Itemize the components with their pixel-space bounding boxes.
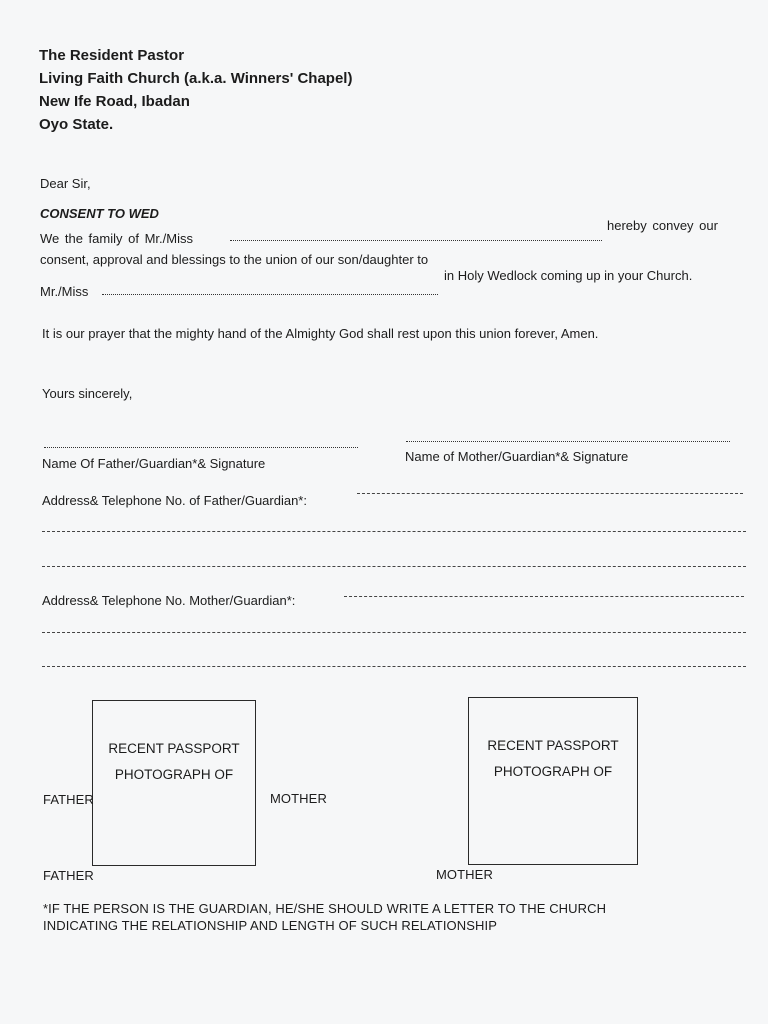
father-photo-label: FATHER: [43, 868, 94, 883]
partner-name-field[interactable]: [102, 294, 438, 295]
mother-signature-field[interactable]: [406, 441, 730, 442]
father-address-line-2[interactable]: [42, 531, 746, 532]
mother-address-line-1[interactable]: [344, 596, 744, 597]
family-suffix: hereby convey our: [607, 218, 718, 233]
family-name-field[interactable]: [230, 240, 602, 241]
father-signature-label: Name Of Father/Guardian*& Signature: [42, 456, 266, 471]
footnote-line-2: INDICATING THE RELATIONSHIP AND LENGTH OF SUCH RELATIONSHIP: [43, 918, 497, 933]
partner-suffix: in Holy Wedlock coming up in your Church.: [444, 268, 693, 283]
prayer: It is our prayer that the mighty hand of the Almighty God shall rest upon this union forever, Amen.: [42, 326, 599, 341]
mother-signature-label: Name of Mother/Guardian*& Signature: [405, 449, 629, 464]
father-address-line-1[interactable]: [357, 493, 743, 494]
father-address-label: Address& Telephone No. of Father/Guardian*:: [42, 493, 307, 508]
recipient-line-2: Living Faith Church (a.k.a. Winners' Chapel): [39, 70, 353, 87]
mother-photo-caption-2: PHOTOGRAPH OF: [493, 764, 613, 779]
father-side-label: FATHER: [43, 792, 94, 807]
recipient-line-3: New Ife Road, Ibadan: [39, 93, 190, 110]
mother-address-line-3[interactable]: [42, 666, 746, 667]
consent-line: consent, approval and blessings to the union of our son/daughter to: [40, 252, 429, 267]
partner-prefix: Mr./Miss: [40, 284, 89, 299]
family-prefix: We the family of Mr./Miss: [40, 231, 193, 246]
recipient-line-4: Oyo State.: [39, 116, 114, 133]
mother-address-label: Address& Telephone No. Mother/Guardian*:: [42, 593, 296, 608]
father-photo-caption-1: RECENT PASSPORT: [108, 741, 240, 756]
mother-address-line-2[interactable]: [42, 632, 746, 633]
closing: Yours sincerely,: [42, 386, 133, 401]
father-address-line-3[interactable]: [42, 566, 746, 567]
salutation: Dear Sir,: [40, 176, 91, 191]
father-photo-caption-2: PHOTOGRAPH OF: [114, 767, 234, 782]
father-signature-field[interactable]: [44, 447, 358, 448]
mother-photo-caption-1: RECENT PASSPORT: [487, 738, 619, 753]
footnote-line-1: *IF THE PERSON IS THE GUARDIAN, HE/SHE SHOULD WRITE A LETTER TO THE CHURCH: [43, 901, 607, 916]
mother-side-label: MOTHER: [270, 791, 327, 806]
mother-photo-label: MOTHER: [436, 867, 493, 882]
father-photo-box[interactable]: [92, 700, 256, 866]
recipient-line-1: The Resident Pastor: [39, 47, 185, 64]
heading: CONSENT TO WED: [40, 206, 159, 221]
mother-photo-box[interactable]: [468, 697, 638, 865]
